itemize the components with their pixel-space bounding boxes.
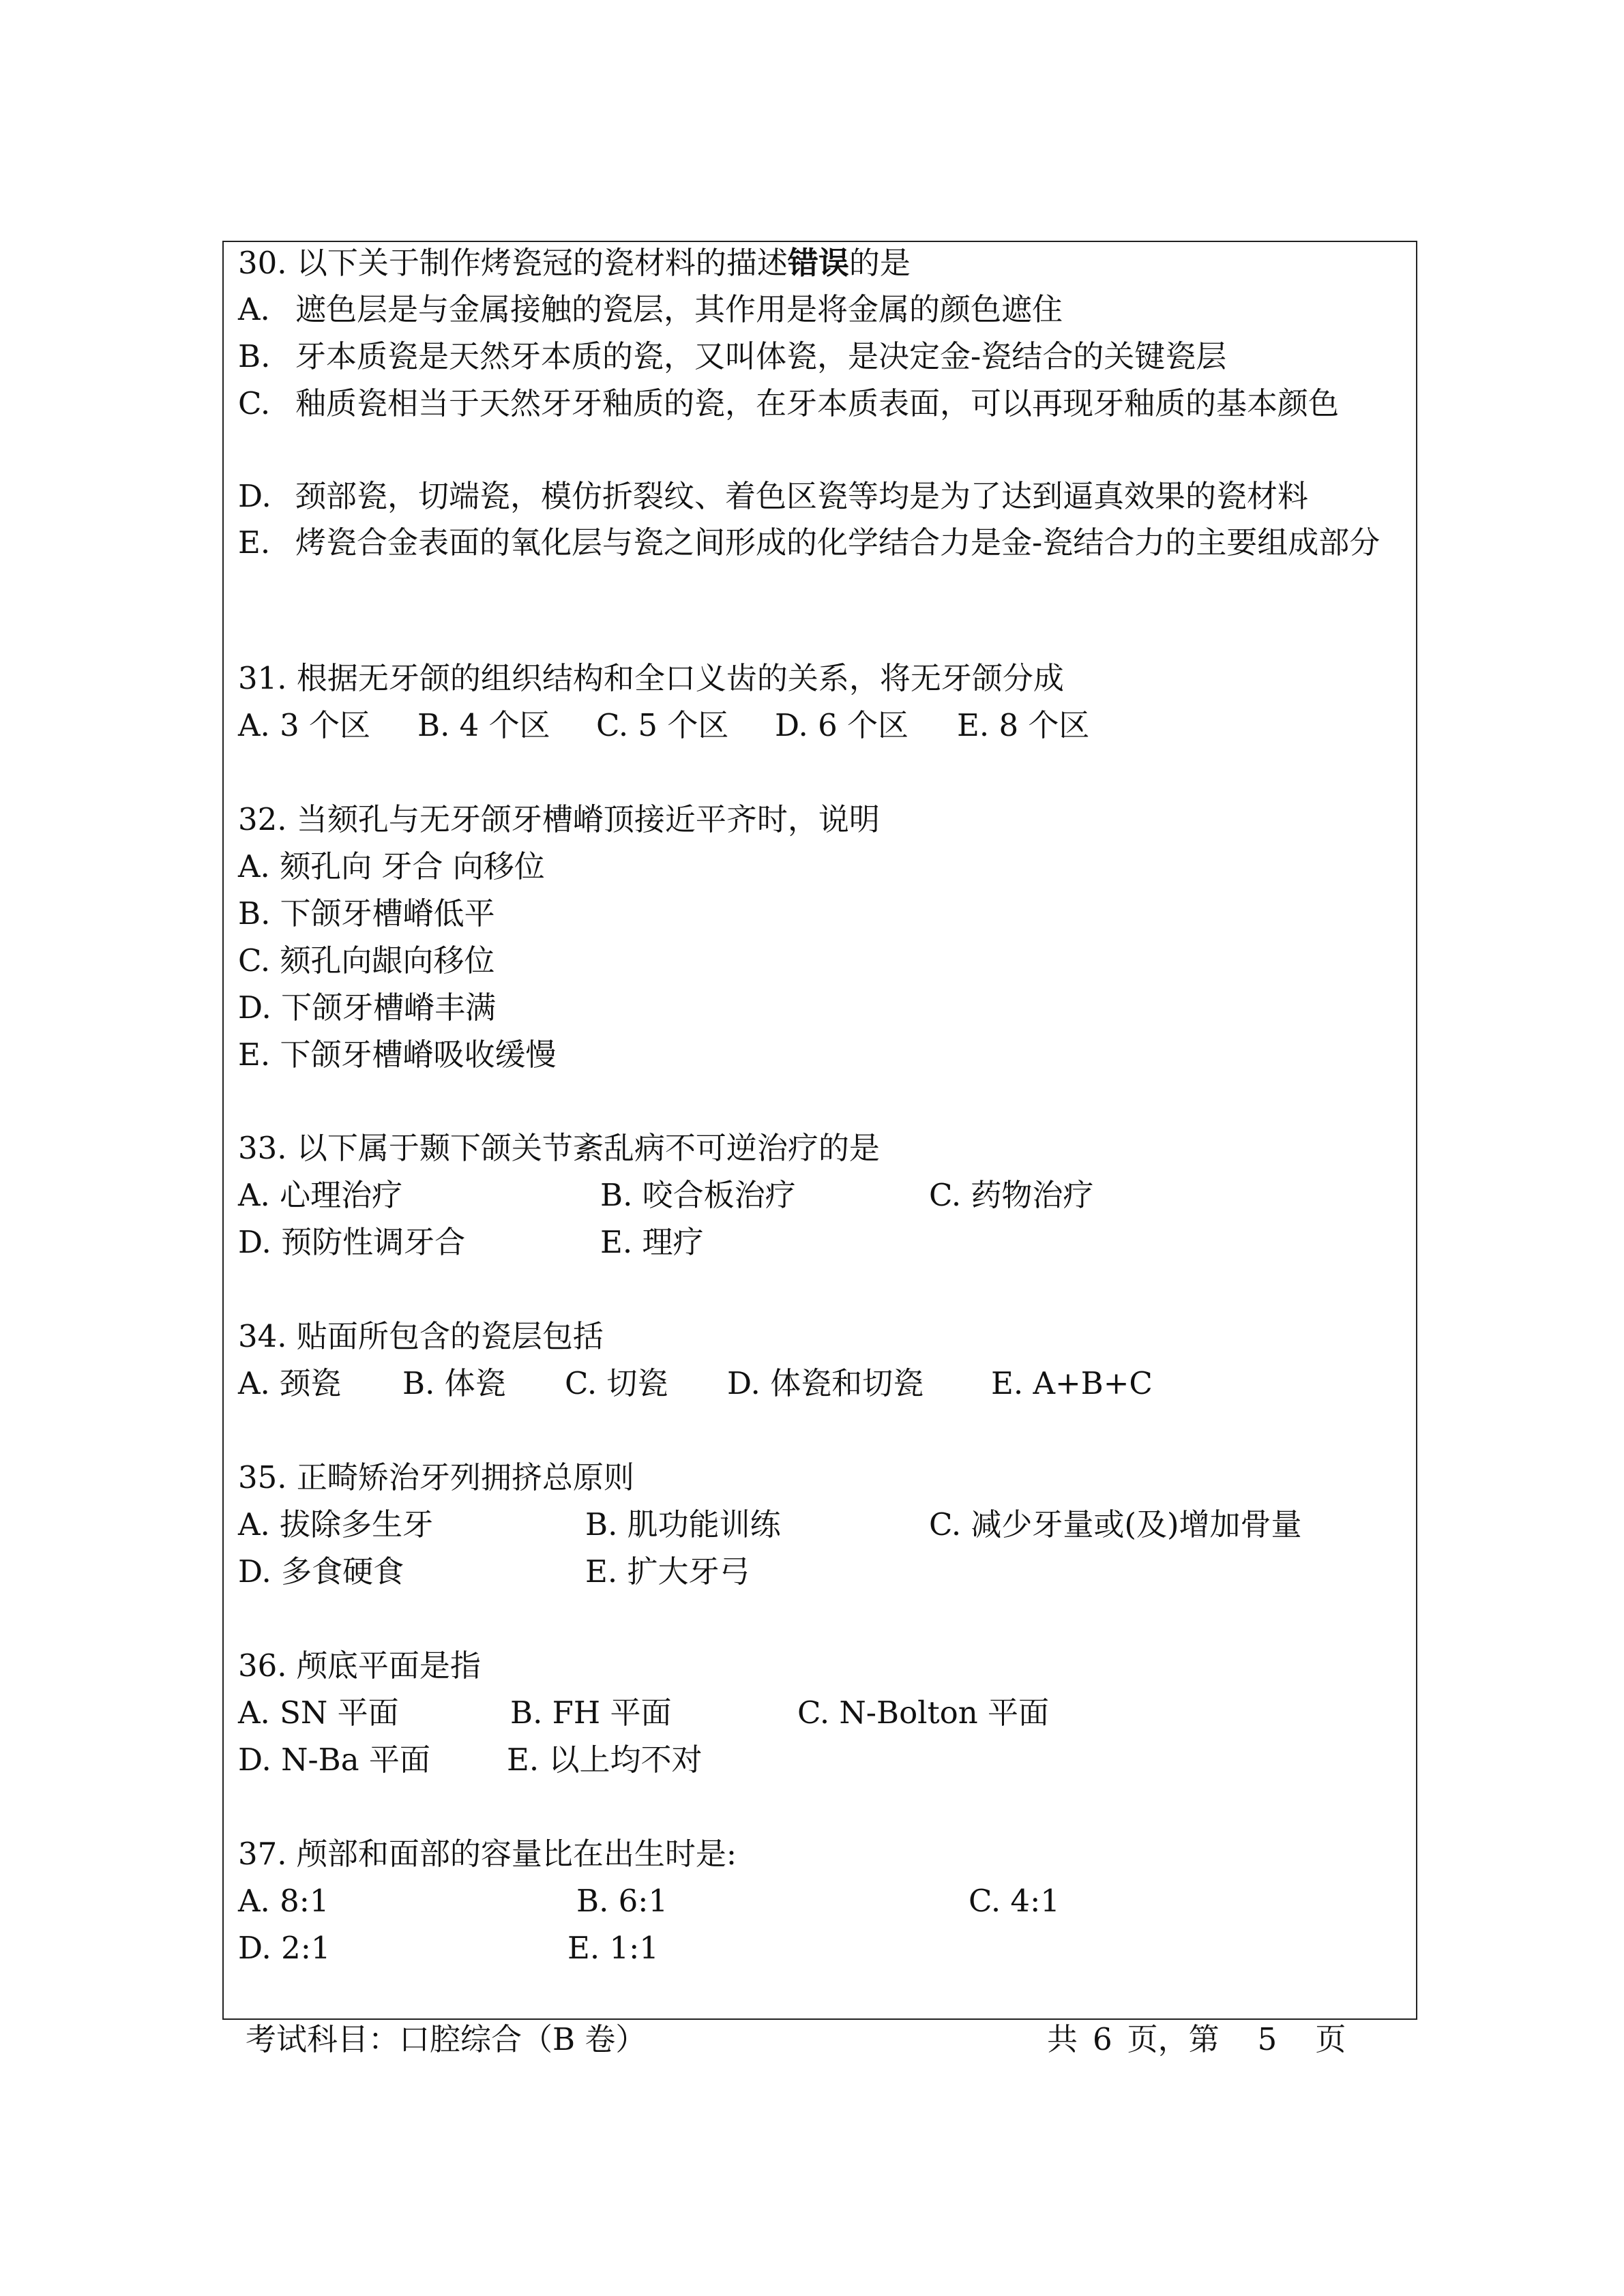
q37-option-a: A. 8:1 [238, 1883, 329, 1919]
q31-option-b: B. 4 个区 [417, 707, 550, 743]
q30-option-b: B. 牙本质瓷是天然牙本质的瓷，又叫体瓷，是决定金-瓷结合的关键瓷层 [238, 338, 1227, 374]
q37-option-c: C. 4:1 [969, 1883, 1060, 1919]
q33-option-c: C. 药物治疗 [929, 1177, 1094, 1213]
current-page: 5 [1257, 2021, 1278, 2057]
q32-option-d: D. 下颌牙槽嵴丰满 [238, 989, 497, 1026]
q31-option-c: C. 5 个区 [596, 707, 729, 743]
q31-option-d: D. 6 个区 [775, 707, 909, 743]
q36-option-a: A. SN 平面 [238, 1695, 399, 1731]
q30-option-c: 釉质瓷相当于天然牙牙釉质的瓷，在牙本质表面，可以再现牙釉质的基本颜色 [295, 385, 1340, 421]
q32-option-a: A. 颏孔向 牙合 向移位 [238, 848, 545, 884]
page-indicator: 共 6 页，第 5 页 [1047, 2021, 1346, 2057]
q34-option-d: D. 体瓷和切瓷 [727, 1365, 924, 1401]
question-31-stem: 31. 根据无牙颌的组织结构和全口义齿的关系，将无牙颌分成 [238, 660, 1064, 696]
question-33-stem: 33. 以下属于颞下颌关节紊乱病不可逆治疗的是 [238, 1130, 880, 1166]
q36-option-c: C. N-Bolton 平面 [797, 1695, 1050, 1731]
q36-option-b: B. FH 平面 [510, 1695, 672, 1731]
question-32-stem: 32. 当颏孔与无牙颌牙槽嵴顶接近平齐时，说明 [238, 801, 880, 837]
q34-option-a: A. 颈瓷 [238, 1365, 342, 1401]
q31-option-e: E. 8 个区 [957, 707, 1090, 743]
q32-option-b: B. 下颌牙槽嵴低平 [238, 895, 495, 931]
question-36-stem: 36. 颅底平面是指 [238, 1648, 481, 1684]
q30-option-a: A. 遮色层是与金属接触的瓷层，其作用是将金属的颜色遮住 [238, 291, 1063, 327]
q35-option-d: D. 多食硬食 [238, 1553, 404, 1590]
question-30-stem: 30. 以下关于制作烤瓷冠的瓷材料的描述错误的是 [238, 245, 911, 281]
q30-option-e: 烤瓷合金表面的氧化层与瓷之间形成的化学结合力是金-瓷结合力的主要组成部分 [295, 524, 1381, 561]
q30-option-e-label: E. [238, 524, 271, 561]
q36-option-e: E. 以上均不对 [507, 1742, 703, 1778]
q33-option-e: E. 理疗 [600, 1224, 704, 1260]
q37-option-b: B. 6:1 [576, 1883, 668, 1919]
q33-option-b: B. 咬合板治疗 [600, 1177, 796, 1213]
exam-subject: 考试科目：口腔综合（B 卷） [246, 2021, 647, 2057]
q30-option-d: D. 颈部瓷，切端瓷，模仿折裂纹、着色区瓷等均是为了达到逼真效果的瓷材料 [238, 478, 1309, 514]
q34-option-e: E. A+B+C [991, 1365, 1153, 1401]
question-34-stem: 34. 贴面所包含的瓷层包括 [238, 1318, 604, 1354]
question-35-stem: 35. 正畸矫治牙列拥挤总原则 [238, 1459, 634, 1495]
q33-option-d: D. 预防性调牙合 [238, 1224, 466, 1260]
q32-option-c: C. 颏孔向龈向移位 [238, 942, 495, 979]
emphasis-wrong: 错误 [787, 245, 849, 281]
q33-option-a: A. 心理治疗 [238, 1177, 403, 1213]
total-pages: 6 [1093, 2021, 1112, 2057]
q30-option-c-label: C. [238, 385, 271, 421]
q37-option-d: D. 2:1 [238, 1930, 331, 1966]
q34-option-b: B. 体瓷 [402, 1365, 506, 1401]
q35-option-a: A. 拔除多生牙 [238, 1506, 434, 1542]
q37-option-e: E. 1:1 [567, 1930, 659, 1966]
q35-option-c: C. 减少牙量或(及)增加骨量 [929, 1506, 1302, 1542]
q31-option-a: A. 3 个区 [238, 707, 371, 743]
q35-option-e: E. 扩大牙弓 [585, 1553, 750, 1590]
q35-option-b: B. 肌功能训练 [585, 1506, 781, 1542]
q36-option-d: D. N-Ba 平面 [238, 1742, 430, 1778]
question-37-stem: 37. 颅部和面部的容量比在出生时是: [238, 1836, 737, 1872]
q32-option-e: E. 下颌牙槽嵴吸收缓慢 [238, 1037, 557, 1073]
q34-option-c: C. 切瓷 [565, 1365, 668, 1401]
